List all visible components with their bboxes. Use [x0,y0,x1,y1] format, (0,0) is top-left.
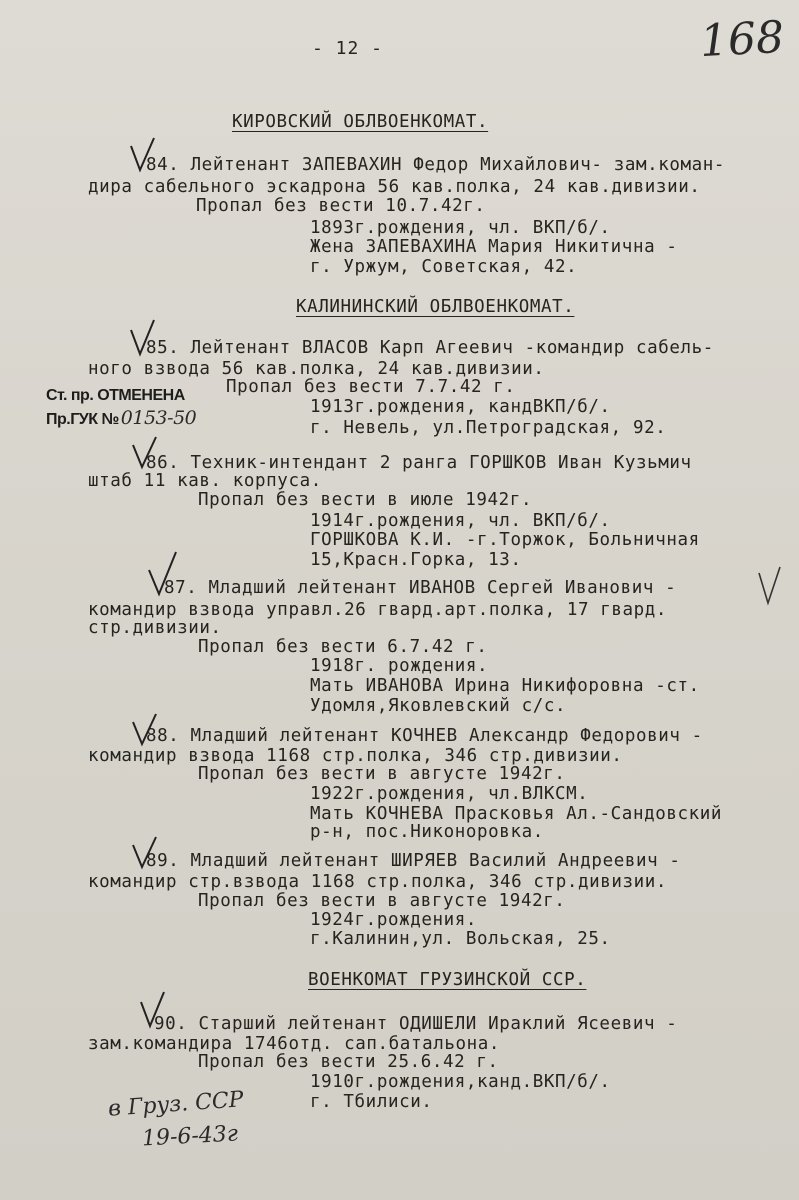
entry-87-line-3: стр.дивизии. [88,618,222,638]
entry-84-line-3: Пропал без вести 10.7.42г. [196,196,486,216]
cancellation-stamp [46,385,196,431]
entry-90-line-3: Пропал без вести 25.6.42 г. [198,1052,499,1072]
section-heading-kirov: КИРОВСКИЙ ОБЛВОЕНКОМАТ. [232,112,489,132]
entry-84-line-5: Жена ЗАПЕВАХИНА Мария Никитична - [310,237,678,257]
margin-mark-icon [756,565,784,609]
entry-85-line-3: Пропал без вести 7.7.42 г. [226,377,516,397]
entry-85-line-2: ного взвода 56 кав.полка, 24 кав.дивизии. [88,359,545,379]
entry-89-line-1: 89. Младший лейтенант ШИРЯЕВ Василий Андреевич - [146,851,681,871]
entry-88-line-6: р-н, пос.Никоноровка. [310,822,544,842]
entry-88-line-2: командир взвода 1168 стр.полка, 346 стр.дивизии. [88,746,623,766]
entry-88-line-3: Пропал без вести в августе 1942г. [198,764,566,784]
entry-90-line-4: 1910г.рождения,канд.ВКП/б/. [310,1072,611,1092]
stamp-line-1: Ст. пр. ОТМЕНЕНА [46,387,185,404]
entry-90-line-2: зам.командира 1746отд. сап.батальона. [88,1034,501,1054]
stamp-line-2: Пр.ГУК № 0153-50 [46,407,197,429]
entry-87-line-1: 87. Младший лейтенант ИВАНОВ Сергей Иванович - [164,578,677,598]
entry-90-line-5: г. Тбилиси. [310,1092,433,1112]
entry-89-line-5: г.Калинин,ул. Вольская, 25. [310,929,611,949]
entry-85-line-4: 1913г.рождения, кандВКП/б/. [310,397,611,417]
entry-89-line-2: командир стр.взвода 1168 стр.полка, 346 стр.дивизии. [88,872,668,892]
entry-88-line-1: 88. Младший лейтенант КОЧНЕВ Александр Федорович - [146,726,703,746]
handwritten-date: 19-6-43г [141,1121,239,1152]
entry-87-line-5: 1918г. рождения. [310,656,489,676]
entry-84-line-4: 1893г.рождения, чл. ВКП/б/. [310,218,611,238]
handwritten-note: в Груз. ССР [107,1087,245,1122]
entry-89-line-4: 1924г.рождения. [310,910,478,930]
entry-85-line-5: г. Невель, ул.Петроградская, 92. [310,418,667,438]
entry-84-line-2: дира сабельного эскадрона 56 кав.полка, 24 кав.дивизии. [88,177,701,197]
entry-85-line-1: 85. Лейтенант ВЛАСОВ Карп Агеевич -командир сабель- [146,338,714,358]
entry-88-line-4: 1922г.рождения, чл.ВЛКСМ. [310,784,589,804]
entry-90-line-1: 90. Старший лейтенант ОДИШЕЛИ Ираклий Ясеевич - [154,1014,678,1034]
archive-folio-number: 168 [698,11,786,68]
entry-87-line-2: командир взвода управл.26 гвард.арт.полка, 17 гвард. [88,600,668,620]
stamp-handwritten-number: 0153-50 [120,407,197,429]
section-heading-georgia: ВОЕНКОМАТ ГРУЗИНСКОЙ ССР. [308,970,587,990]
entry-87-line-6: Мать ИВАНОВА Ирина Никифоровна -ст. [310,676,700,696]
section-heading-kalinin: КАЛИНИНСКИЙ ОБЛВОЕНКОМАТ. [296,297,575,317]
entry-89-line-3: Пропал без вести в августе 1942г. [198,891,566,911]
entry-86-line-6: 15,Красн.Горка, 13. [310,550,522,570]
entry-86-line-4: 1914г.рождения, чл. ВКП/б/. [310,511,611,531]
entry-86-line-2: штаб 11 кав. корпуса. [88,471,322,491]
entry-87-line-7: Удомля,Яковлевский с/с. [310,696,567,716]
page-number: - 12 - [312,38,384,59]
entry-84-line-1: 84. Лейтенант ЗАПЕВАХИН Федор Михайлович- зам.коман- [146,155,726,175]
entry-86-line-1: 86. Техник-интендант 2 ранга ГОРШКОВ Иван Кузьмич [146,453,692,473]
entry-86-line-5: ГОРШКОВА К.И. -г.Торжок, Больничная [310,530,700,550]
entry-86-line-3: Пропал без вести в июле 1942г. [198,490,533,510]
entry-87-line-4: Пропал без вести 6.7.42 г. [198,637,488,657]
entry-84-line-6: г. Уржум, Советская, 42. [310,257,578,277]
entry-88-line-5: Мать КОЧНЕВА Прасковья Ал.-Сандовский [310,804,723,824]
